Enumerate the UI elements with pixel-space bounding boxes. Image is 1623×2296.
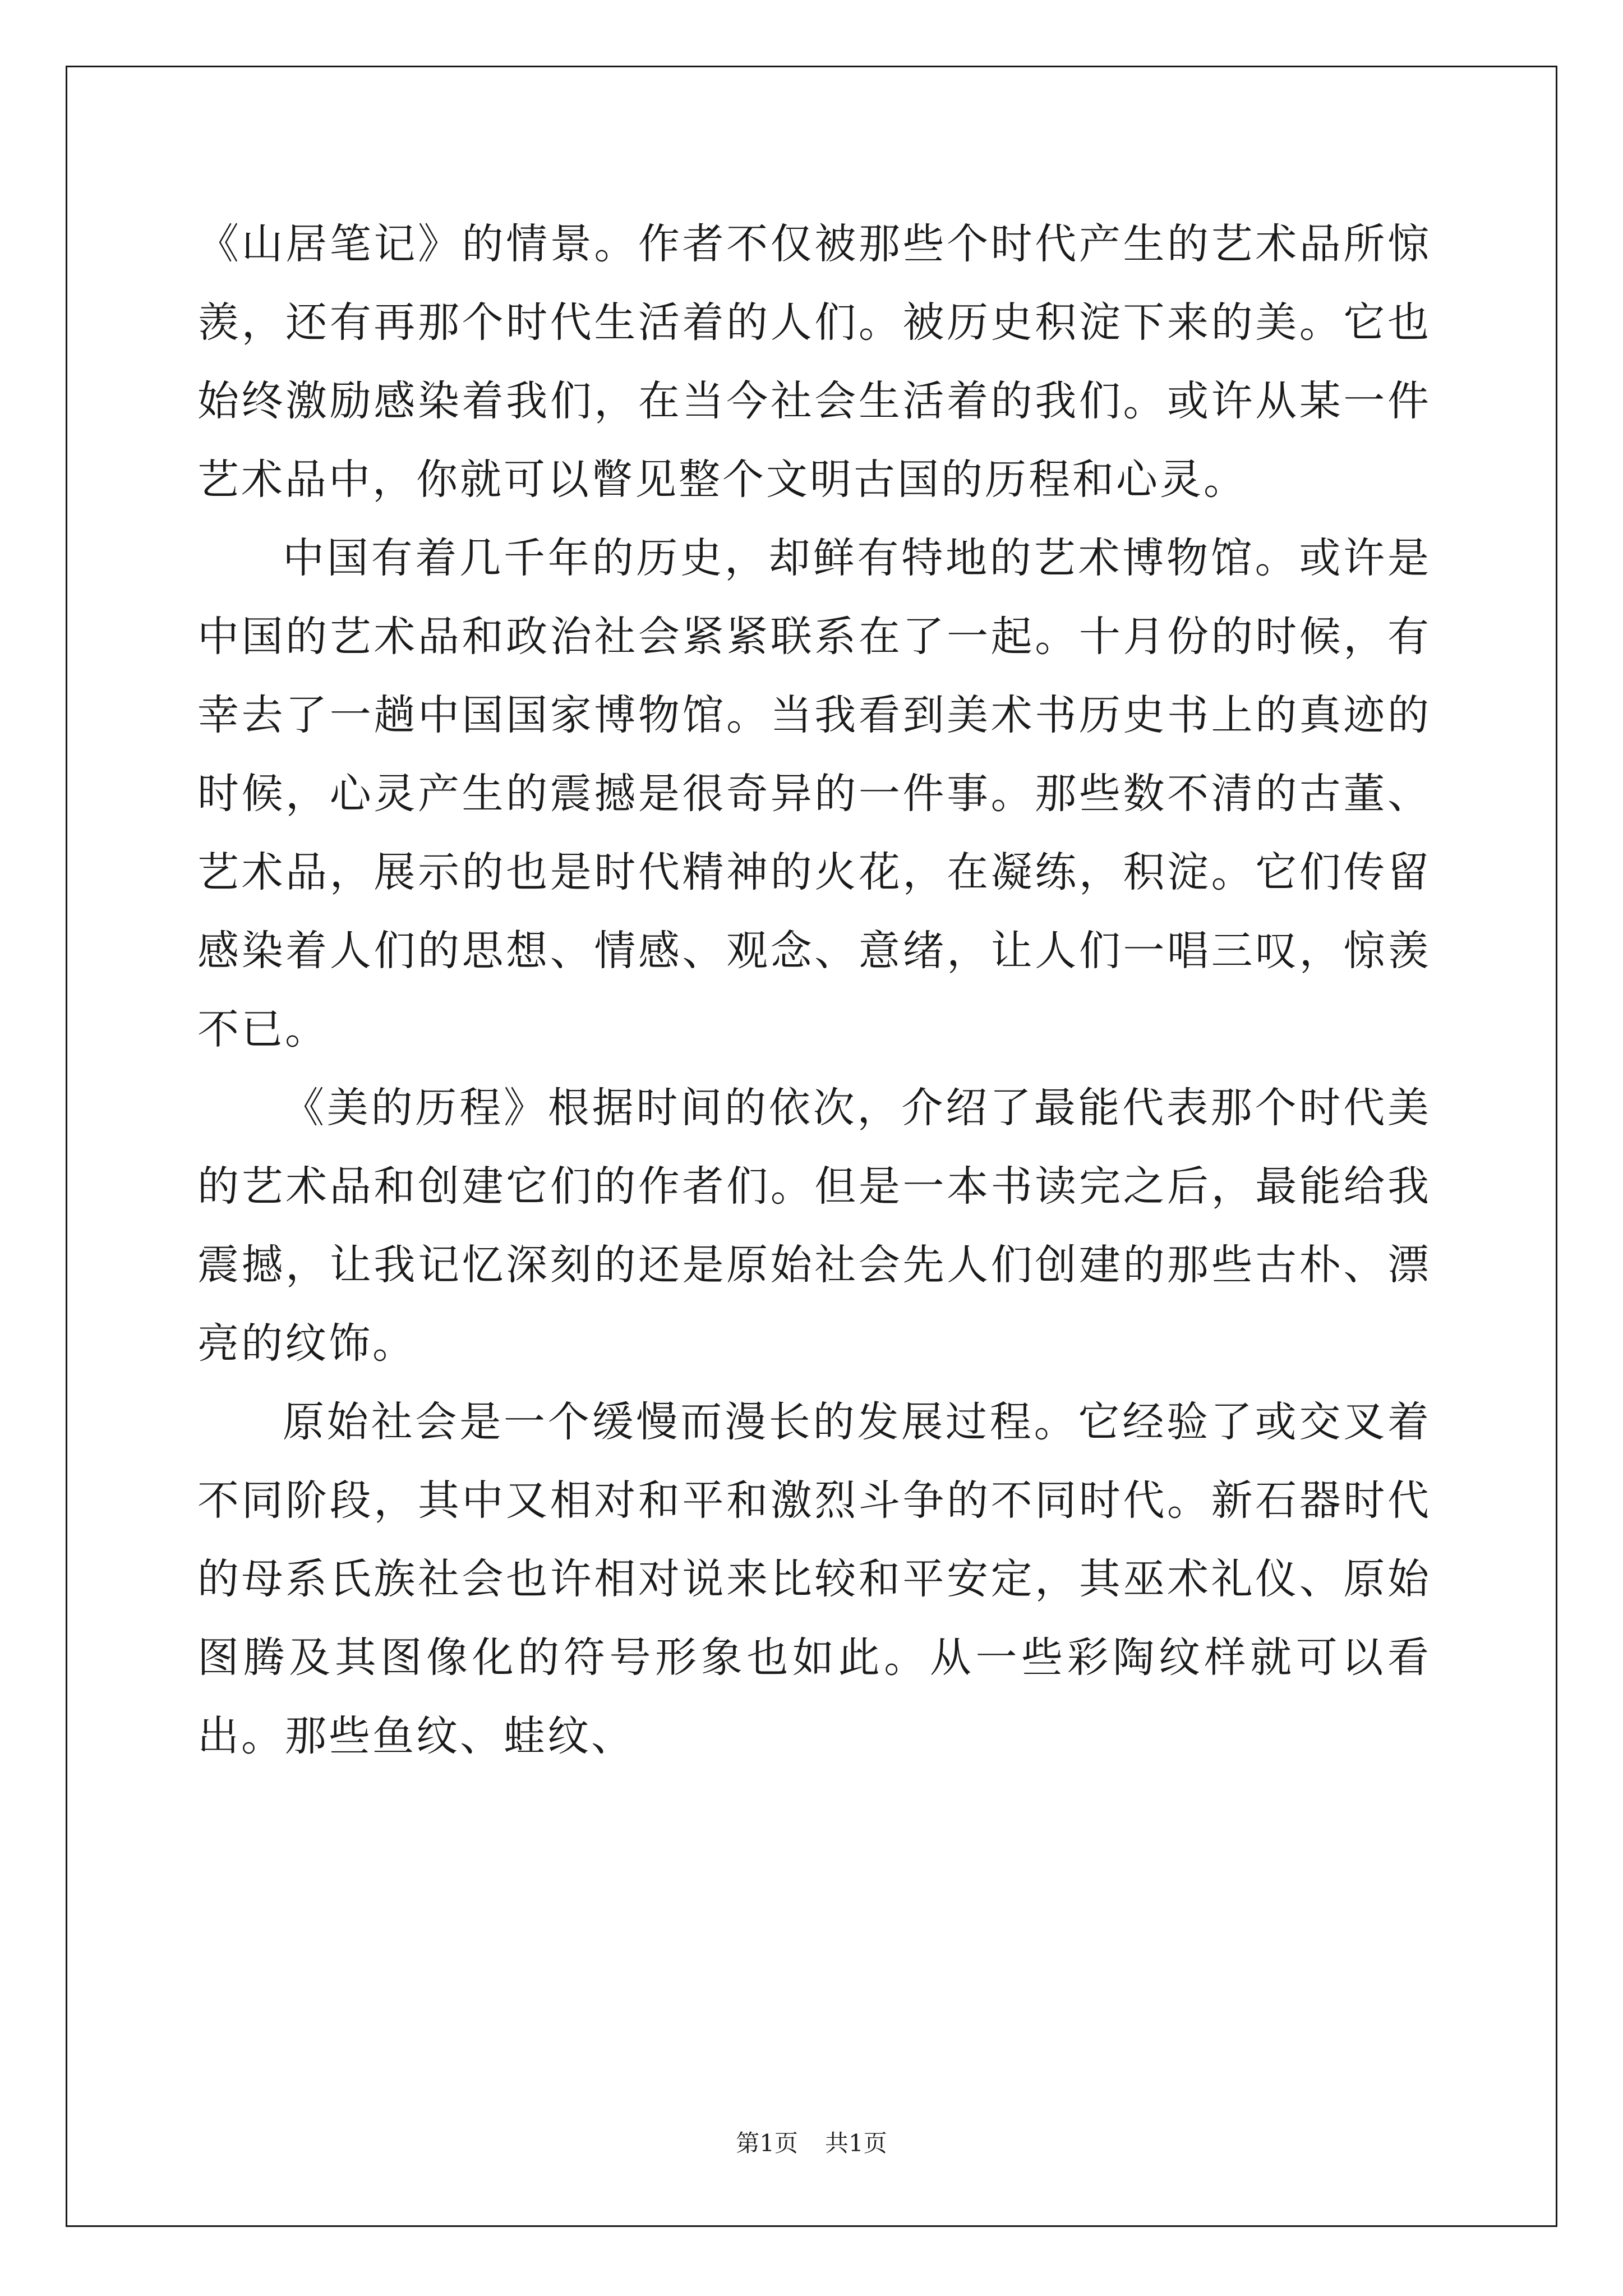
page-number: 第1页 xyxy=(736,2129,798,2157)
page-total: 共1页 xyxy=(825,2129,887,2157)
paragraph-3: 《美的历程》根据时间的依次，介绍了最能代表那个时代美的艺术品和创建它们的作者们。但是一本书读完之后，最能给我震撼，让我记忆深刻的还是原始社会先人们创建的那些古朴、漂亮的纹饰。 xyxy=(197,1084,1431,1368)
paragraph-2: 中国有着几千年的历史，却鲜有特地的艺术博物馆。或许是中国的艺术品和政治社会紧紧联系在了一起。十月份的时候，有幸去了一趟中国国家博物馆。当我看到美术书历史书上的真迹的时候，心灵产生的震撼是很奇异的一件事。那些数不清的古董、艺术品，展示的也是时代精神的火花，在凝练，积淀。它们传留感染着人们的思想、情感、观念、意绪，让人们一唱三叹，惊羡不已。 xyxy=(197,534,1431,1053)
paragraph-4: 原始社会是一个缓慢而漫长的发展过程。它经验了或交叉着不同阶段，其中又相对和平和激烈斗争的不同时代。新石器时代的母系氏族社会也许相对说来比较和平安定，其巫术礼仪、原始图腾及其图像化的符号形象也如此。从一些彩陶纹样就可以看出。那些鱼纹、蛙纹、 xyxy=(197,1398,1431,1760)
page-footer xyxy=(0,2125,1623,2159)
document-body xyxy=(197,205,1431,1775)
paragraph-1: 《山居笔记》的情景。作者不仅被那些个时代产生的艺术品所惊羡，还有再那个时代生活着的人们。被历史积淀下来的美。它也始终激励感染着我们，在当今社会生活着的我们。或许从某一件艺术品中，你就可以瞥见整个文明古国的历程和心灵。 xyxy=(197,220,1431,504)
